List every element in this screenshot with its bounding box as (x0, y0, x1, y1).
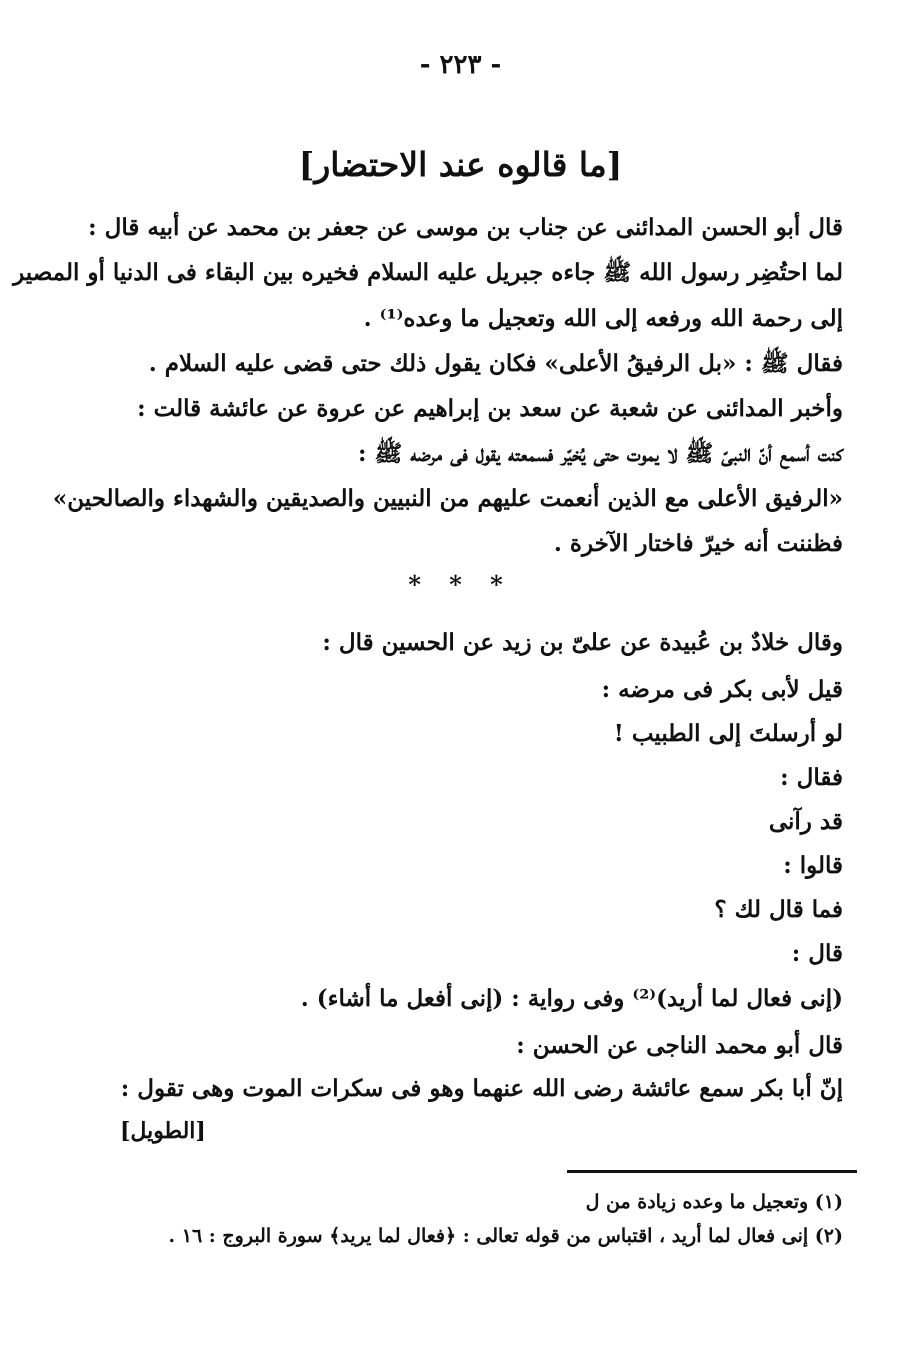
paragraph-line-14: قالوا : (783, 852, 843, 879)
paragraph-line-18: قال أبو محمد الناجى عن الحسن : (516, 1032, 843, 1059)
section-separator: * * * (408, 570, 513, 599)
page-number: - ٢٢٣ - (419, 50, 502, 80)
paragraph-line-6: كنت أسمع أنّ النبىّ ﷺ لا يموت حتى يُخيّر فسمعته يقول فى مرضه ﷺ : (358, 440, 843, 467)
paragraph-line-7: «الرفيق الأعلى مع الذين أنعمت عليهم من النبيين والصديقين والشهداء والصالحين» (52, 485, 843, 512)
poetic-meter-label: [الطويل] (120, 1118, 206, 1144)
paragraph-line-10: قيل لأبى بكر فى مرضه : (601, 676, 843, 703)
paragraph-line-3: إلى رحمة الله ورفعه إلى الله وتعجيل ما وعده⁽¹⁾ . (363, 305, 843, 332)
paragraph-line-11: لو أرسلتَ إلى الطبيب ! (613, 720, 843, 747)
paragraph-line-2: لما احتُضِر رسول الله ﷺ جاءه جبريل عليه السلام فخيره بين البقاء فى الدنيا أو المصير (13, 259, 843, 286)
footnote-divider (567, 1170, 857, 1173)
paragraph-line-13: قد رآنى (768, 808, 843, 835)
footnote-2: (٢) إنى فعال لما أريد ، اقتباس من قوله تعالى : ﴿فعال لما يريد﴾ سورة البروج : ١٦ . (168, 1225, 843, 1247)
paragraph-line-5: وأخبر المدائنى عن شعبة عن سعد بن إبراهيم عن عروة عن عائشة قالت : (137, 395, 843, 422)
paragraph-line-19: إنّ أبا بكر سمع عائشة رضى الله عنهما وهو فى سكرات الموت وهى تقول : (120, 1075, 843, 1102)
paragraph-line-17: (إنى فعال لما أريد)⁽²⁾ وفى رواية : (إنى أفعل ما أشاء) . (300, 985, 843, 1012)
paragraph-line-16: قال : (791, 940, 843, 967)
paragraph-line-4: فقال ﷺ : «بل الرفيقُ الأعلى» فكان يقول ذلك حتى قضى عليه السلام . (148, 350, 843, 377)
section-title: [ما قالوه عند الاحتضار] (298, 145, 623, 184)
paragraph-line-9: وقال خلادٌ بن عُبيدة عن علىّ بن زيد عن الحسين قال : (322, 629, 843, 656)
paragraph-line-8: فظننت أنه خيرّ فاختار الآخرة . (553, 530, 843, 557)
paragraph-line-12: فقال : (780, 764, 843, 791)
paragraph-line-15: فما قال لك ؟ (714, 896, 843, 923)
paragraph-line-1: قال أبو الحسن المدائنى عن جناب بن موسى عن جعفر بن محمد عن أبيه قال : (88, 214, 843, 241)
footnote-1: (١) وتعجيل ما وعده زيادة من ل (585, 1191, 843, 1213)
